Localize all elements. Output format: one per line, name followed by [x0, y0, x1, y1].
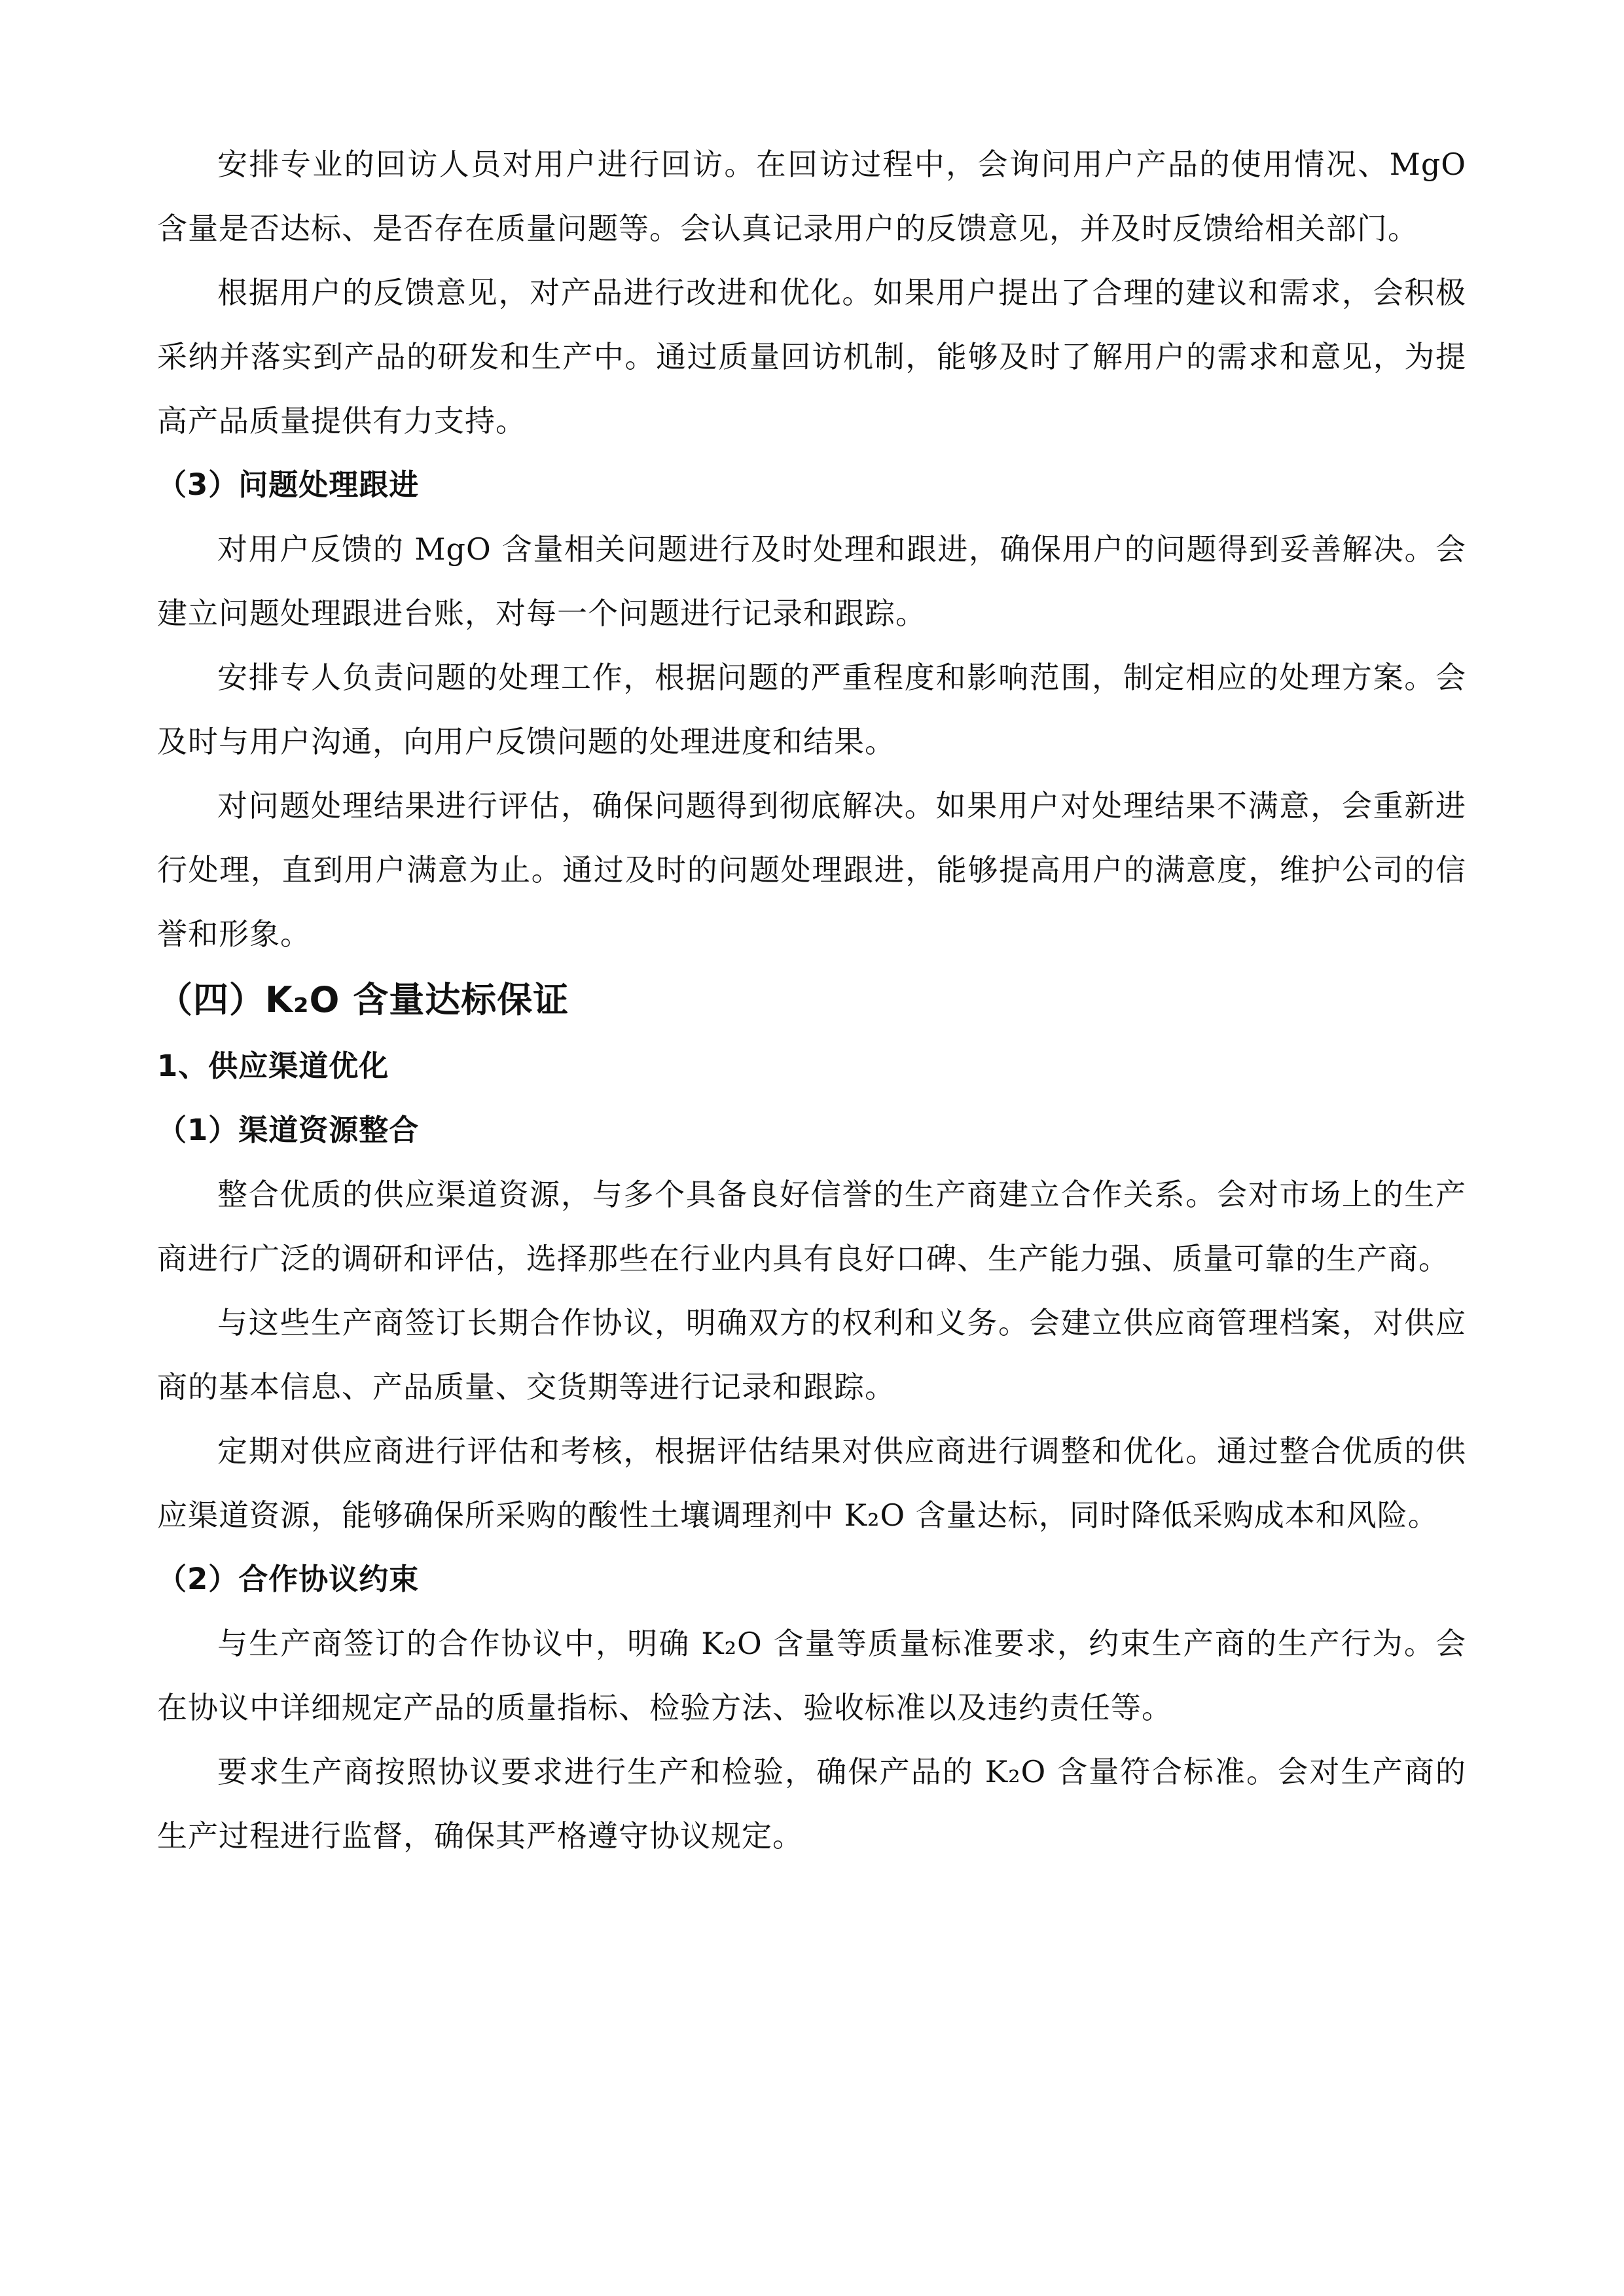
paragraph-integrate-channels: 整合优质的供应渠道资源，与多个具备良好信誉的生产商建立合作关系。会对市场上的生产商进行广泛的调研和评估，选择那些在行业内具有良好口碑、生产能力强、质量可靠的生产商。 [157, 1177, 1466, 1276]
heading-section-k2o: （四）K₂O 含量达标保证 [157, 979, 569, 1020]
paragraph-improvement: 根据用户的反馈意见，对产品进行改进和优化。如果用户提出了合理的建议和需求，会积极采纳并落实到产品的研发和生产中。通过质量回访机制，能够及时了解用户的需求和意见，为提高产品质量提供有力支持。 [157, 275, 1466, 439]
paragraph-assign-staff: 安排专人负责问题的处理工作，根据问题的严重程度和影响范围，制定相应的处理方案。会及时与用户沟通，向用户反馈问题的处理进度和结果。 [157, 660, 1466, 759]
paragraph-evaluate-result: 对问题处理结果进行评估，确保问题得到彻底解决。如果用户对处理结果不满意，会重新进行处理，直到用户满意为止。通过及时的问题处理跟进，能够提高用户的满意度，维护公司的信誉和形象。 [157, 788, 1466, 952]
paragraph-supplier-evaluation: 定期对供应商进行评估和考核，根据评估结果对供应商进行调整和优化。通过整合优质的供应渠道资源，能够确保所采购的酸性土壤调理剂中 K₂O 含量达标，同时降低采购成本和风险。 [157, 1433, 1466, 1533]
paragraph-quality-standard: 与生产商签订的合作协议中，明确 K₂O 含量等质量标准要求，约束生产商的生产行为。会在协议中详细规定产品的质量指标、检验方法、验收标准以及违约责任等。 [157, 1626, 1466, 1725]
paragraph-problem-handling: 对用户反馈的 MgO 含量相关问题进行及时处理和跟进，确保用户的问题得到妥善解决。会建立问题处理跟进台账，对每一个问题进行记录和跟踪。 [157, 531, 1466, 631]
heading-channel-integration: （1）渠道资源整合 [157, 1113, 420, 1147]
heading-contract-constraint: （2）合作协议约束 [157, 1562, 420, 1596]
heading-problem-followup: （3）问题处理跟进 [157, 467, 420, 502]
paragraph-long-term-agreement: 与这些生产商签订长期合作协议，明确双方的权利和义务。会建立供应商管理档案，对供应商的基本信息、产品质量、交货期等进行记录和跟踪。 [157, 1305, 1466, 1405]
heading-supply-channel: 1、供应渠道优化 [157, 1049, 389, 1083]
document-body [157, 132, 1466, 1868]
paragraph-return-visit: 安排专业的回访人员对用户进行回访。在回访过程中，会询问用户产品的使用情况、MgO 含量是否达标、是否存在质量问题等。会认真记录用户的反馈意见，并及时反馈给相关部门。 [157, 147, 1466, 246]
paragraph-production-supervision: 要求生产商按照协议要求进行生产和检验，确保产品的 K₂O 含量符合标准。会对生产商的生产过程进行监督，确保其严格遵守协议规定。 [157, 1754, 1466, 1854]
